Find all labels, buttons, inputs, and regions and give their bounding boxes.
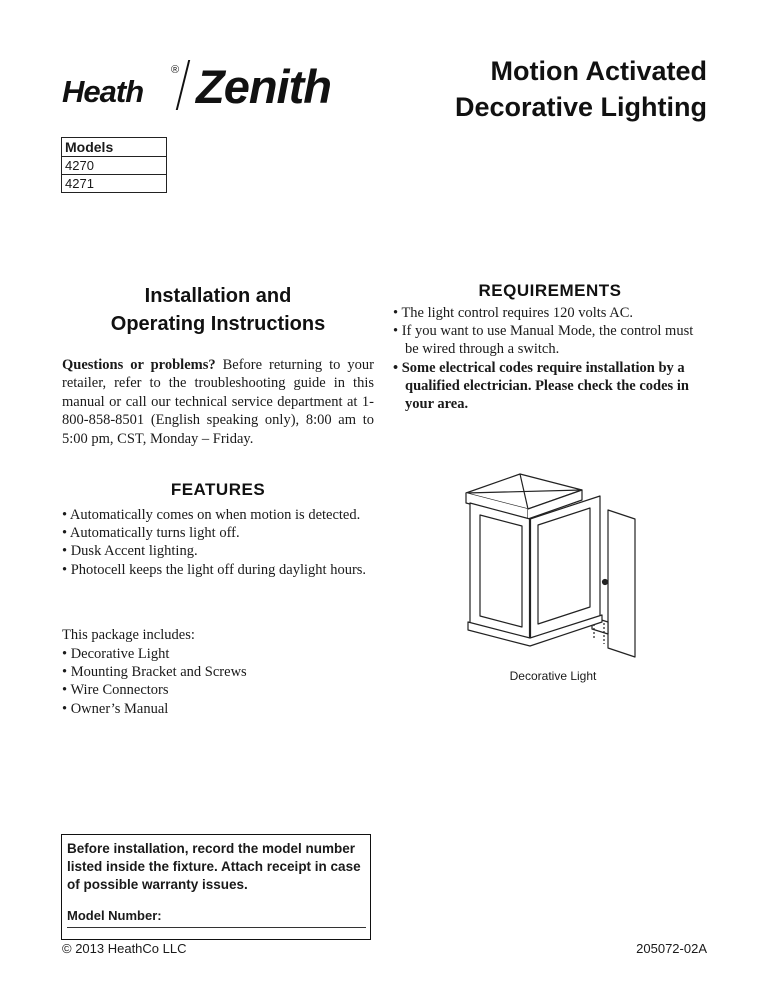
- list-item: • Automatically comes on when motion is detected.: [62, 506, 374, 524]
- brand-heath: Heath: [62, 74, 144, 109]
- features-list: [62, 506, 374, 579]
- list-item: • Dusk Accent lighting.: [62, 542, 374, 560]
- installation-heading-line-1: Installation and: [144, 285, 292, 307]
- installation-heading: [62, 282, 374, 338]
- list-item: • Mounting Bracket and Screws: [62, 663, 374, 681]
- document-number: 205072-02A: [636, 941, 707, 956]
- models-header: Models: [62, 138, 167, 157]
- record-instructions: Before installation, record the model number listed inside the fixture. Attach receipt in case of possible warranty issues.: [67, 841, 361, 893]
- title-line-2: Decorative Lighting: [454, 92, 707, 122]
- copyright: © 2013 HeathCo LLC: [62, 941, 187, 956]
- registered-mark: ®: [171, 64, 180, 76]
- decorative-light-illustration: [458, 462, 648, 670]
- list-item: • The light control requires 120 volts AC.: [393, 304, 708, 322]
- list-item: • Owner’s Manual: [62, 700, 374, 718]
- models-table: [61, 137, 167, 193]
- list-item: • Decorative Light: [62, 645, 374, 663]
- list-item-bold: • Some electrical codes require installation by a qualified electrician. Please check the codes in your area.: [393, 359, 708, 414]
- requirements-list: [393, 304, 708, 413]
- title-line-1: Motion Activated: [490, 56, 707, 86]
- document-title: [455, 53, 707, 125]
- list-item: • Photocell keeps the light off during daylight hours.: [62, 561, 374, 579]
- installation-heading-line-2: Operating Instructions: [110, 313, 326, 335]
- model-number: 4271: [62, 175, 167, 193]
- questions-lead: Questions or problems?: [62, 357, 216, 373]
- illustration-caption: Decorative Light: [509, 669, 597, 683]
- package-list: [62, 645, 374, 718]
- list-item: • Automatically turns light off.: [62, 524, 374, 542]
- questions-body: Before returning to your retailer, refer to the troubleshooting guide in this manual or call our technical service department at 1-800-858-8501 (English speaking only), 8:00 am to 5:00 pm, CST, Monday – Friday.: [62, 357, 374, 447]
- model-number: 4270: [62, 157, 167, 175]
- model-number-label: Model Number:: [67, 908, 162, 923]
- record-model-box: [61, 834, 371, 940]
- brand-logo: [62, 58, 378, 113]
- features-heading: FEATURES: [170, 480, 266, 499]
- requirements-heading: REQUIREMENTS: [478, 281, 622, 300]
- questions-paragraph: [62, 356, 374, 448]
- brand-zenith: Zenith: [196, 60, 331, 113]
- model-number-write-line[interactable]: [67, 927, 366, 928]
- list-item: • If you want to use Manual Mode, the control must be wired through a switch.: [393, 322, 708, 358]
- package-intro: This package includes:: [62, 627, 195, 643]
- list-item: • Wire Connectors: [62, 681, 374, 699]
